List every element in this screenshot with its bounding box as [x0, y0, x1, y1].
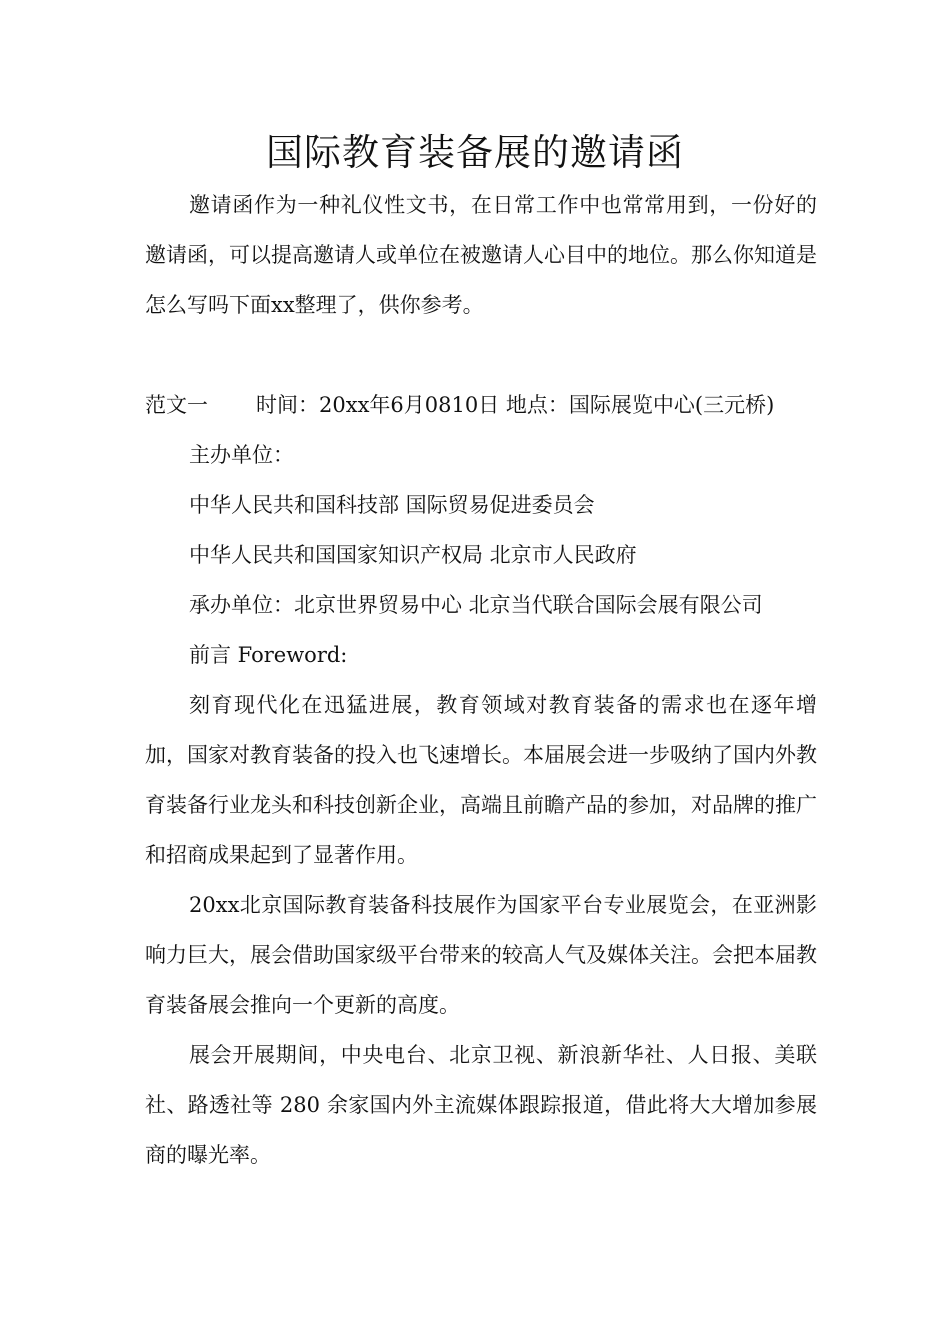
- paragraph-1: 刻育现代化在迅猛进展，教育领域对教育装备的需求也在逐年增加，国家对教育装备的投入也飞速增长。本届展会进一步吸纳了国内外教育装备行业龙头和科技创新企业，高端且前瞻产品的参加，对品牌的推广和招商成果起到了显著作用。: [145, 693, 817, 867]
- sample-header: [145, 380, 817, 430]
- organizer-label: 主办单位：: [189, 443, 294, 467]
- document-body: [145, 180, 817, 1180]
- time-place: 时间：20xx年6月0810日 地点：国际展览中心(三元桥): [256, 393, 775, 417]
- co-organizer: 承办单位：北京世界贸易中心 北京当代联合国际会展有限公司: [189, 593, 763, 617]
- paragraph-2: 20xx北京国际教育装备科技展作为国家平台专业展览会，在亚洲影响力巨大，展会借助国家级平台带来的较高人气及媒体关注。会把本届教育装备展会推向一个更新的高度。: [145, 893, 817, 1017]
- organizer-line-2: 中华人民共和国国家知识产权局 北京市人民政府: [189, 543, 637, 567]
- organizer-line-1: 中华人民共和国科技部 国际贸易促进委员会: [189, 493, 595, 517]
- spacer: [145, 330, 817, 380]
- sample-label: 范文一: [145, 393, 208, 417]
- intro-paragraph: 邀请函作为一种礼仪性文书，在日常工作中也常常用到，一份好的邀请函，可以提高邀请人或单位在被邀请人心目中的地位。那么你知道是怎么写吗下面xx整理了，供你参考。: [145, 193, 817, 317]
- document-title: 国际教育装备展的邀请函: [266, 131, 684, 174]
- paragraph-3: 展会开展期间，中央电台、北京卫视、新浪新华社、人日报、美联社、路透社等 280 余家国内外主流媒体跟踪报道，借此将大大增加参展商的曝光率。: [145, 1043, 817, 1167]
- foreword-label: 前言 Foreword:: [189, 643, 348, 667]
